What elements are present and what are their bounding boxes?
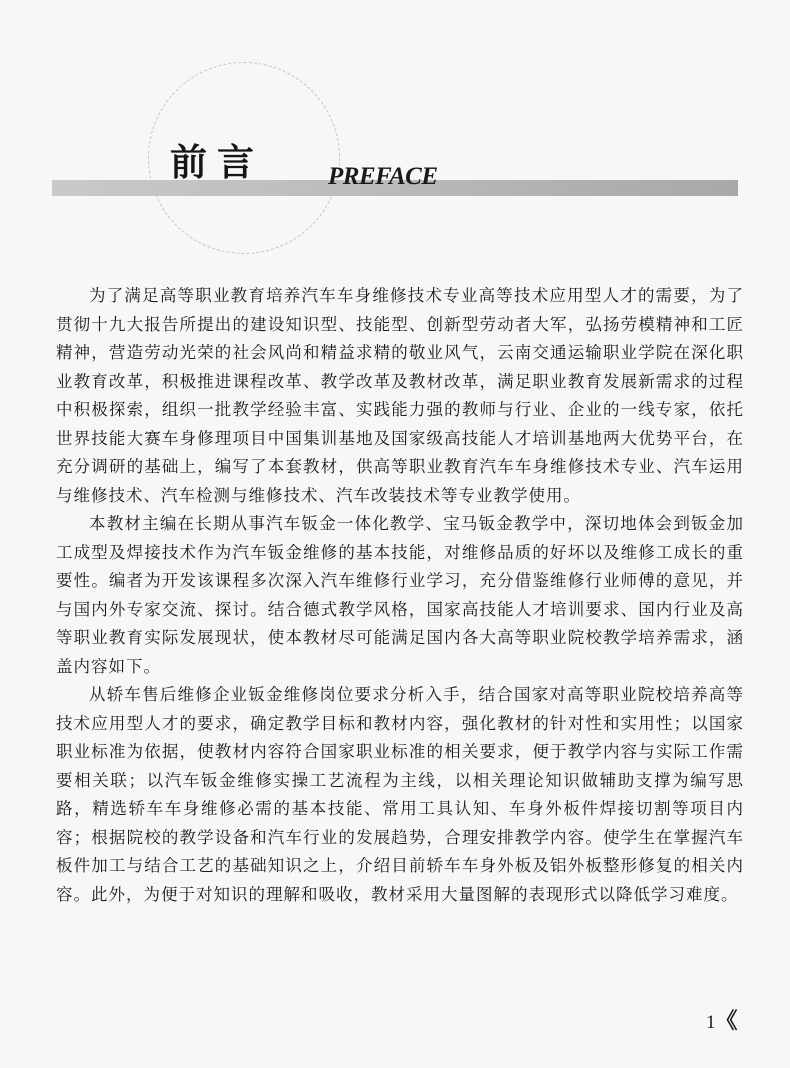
paragraph-3: 从轿车售后维修企业钣金维修岗位要求分析入手，结合国家对高等职业院校培养高等技术应用型人才的要求，确定教学目标和教材内容，强化教材的针对性和实用性；以国家职业标准为依据，使教材内容符合国家职业标准的相关要求，便于教学内容与实际工作需要相关联；以汽车钣金维修实操工艺流程为主线，以相关理论知识做辅助支撑为编写思路，精选轿车车身维修必需的基本技能、常用工具认知、车身外板件焊接切割等项目内容；根据院校的教学设备和汽车行业的发展趋势，合理安排教学内容。使学生在掌握汽车板件加工与结合工艺的基础知识之上，介绍目前轿车车身外板及铝外板整形修复的相关内容。此外，为便于对知识的理解和吸收，教材采用大量图解的表现形式以降低学习难度。	[56, 685, 744, 904]
page-number-block	[706, 1004, 734, 1035]
double-chevron-left-icon: 《	[715, 1008, 734, 1033]
page-number: 1	[706, 1012, 716, 1033]
paragraph-2: 本教材主编在长期从事汽车钣金一体化教学、宝马钣金教学中，深切地体会到钣金加工成型及焊接技术作为汽车钣金维修的基本技能，对维修品质的好坏以及维修工成长的重要性。编者为开发该课程多次深入汽车维修行业学习，充分借鉴维修行业师傅的意见，并与国内外专家交流、探讨。结合德式教学风格，国家高技能人才培训要求、国内行业及高等职业教育实际发展现状，使本教材尽可能满足国内各大高等职业院校教学培养需求，涵盖内容如下。	[56, 514, 744, 676]
chapter-title: 前言	[170, 141, 264, 184]
chapter-title-english: PREFACE	[328, 163, 438, 190]
preface-body	[56, 282, 744, 909]
paragraph-1: 为了满足高等职业教育培养汽车车身维修技术专业高等技术应用型人才的需要，为了贯彻十九大报告所提出的建设知识型、技能型、创新型劳动者大军，弘扬劳模精神和工匠精神，营造劳动光荣的社会风尚和精益求精的敬业风气，云南交通运输职业学院在深化职业教育改革，积极推进课程改革、教学改革及教材改革，满足职业教育发展新需求的过程中积极探索，组织一批教学经验丰富、实践能力强的教师与行业、企业的一线专家，依托世界技能大赛车身修理项目中国集训基地及国家级高技能人才培训基地两大优势平台，在充分调研的基础上，编写了本套教材，供高等职业教育汽车车身维修技术专业、汽车运用与维修技术、汽车检测与维修技术、汽车改装技术等专业教学使用。	[56, 286, 744, 505]
